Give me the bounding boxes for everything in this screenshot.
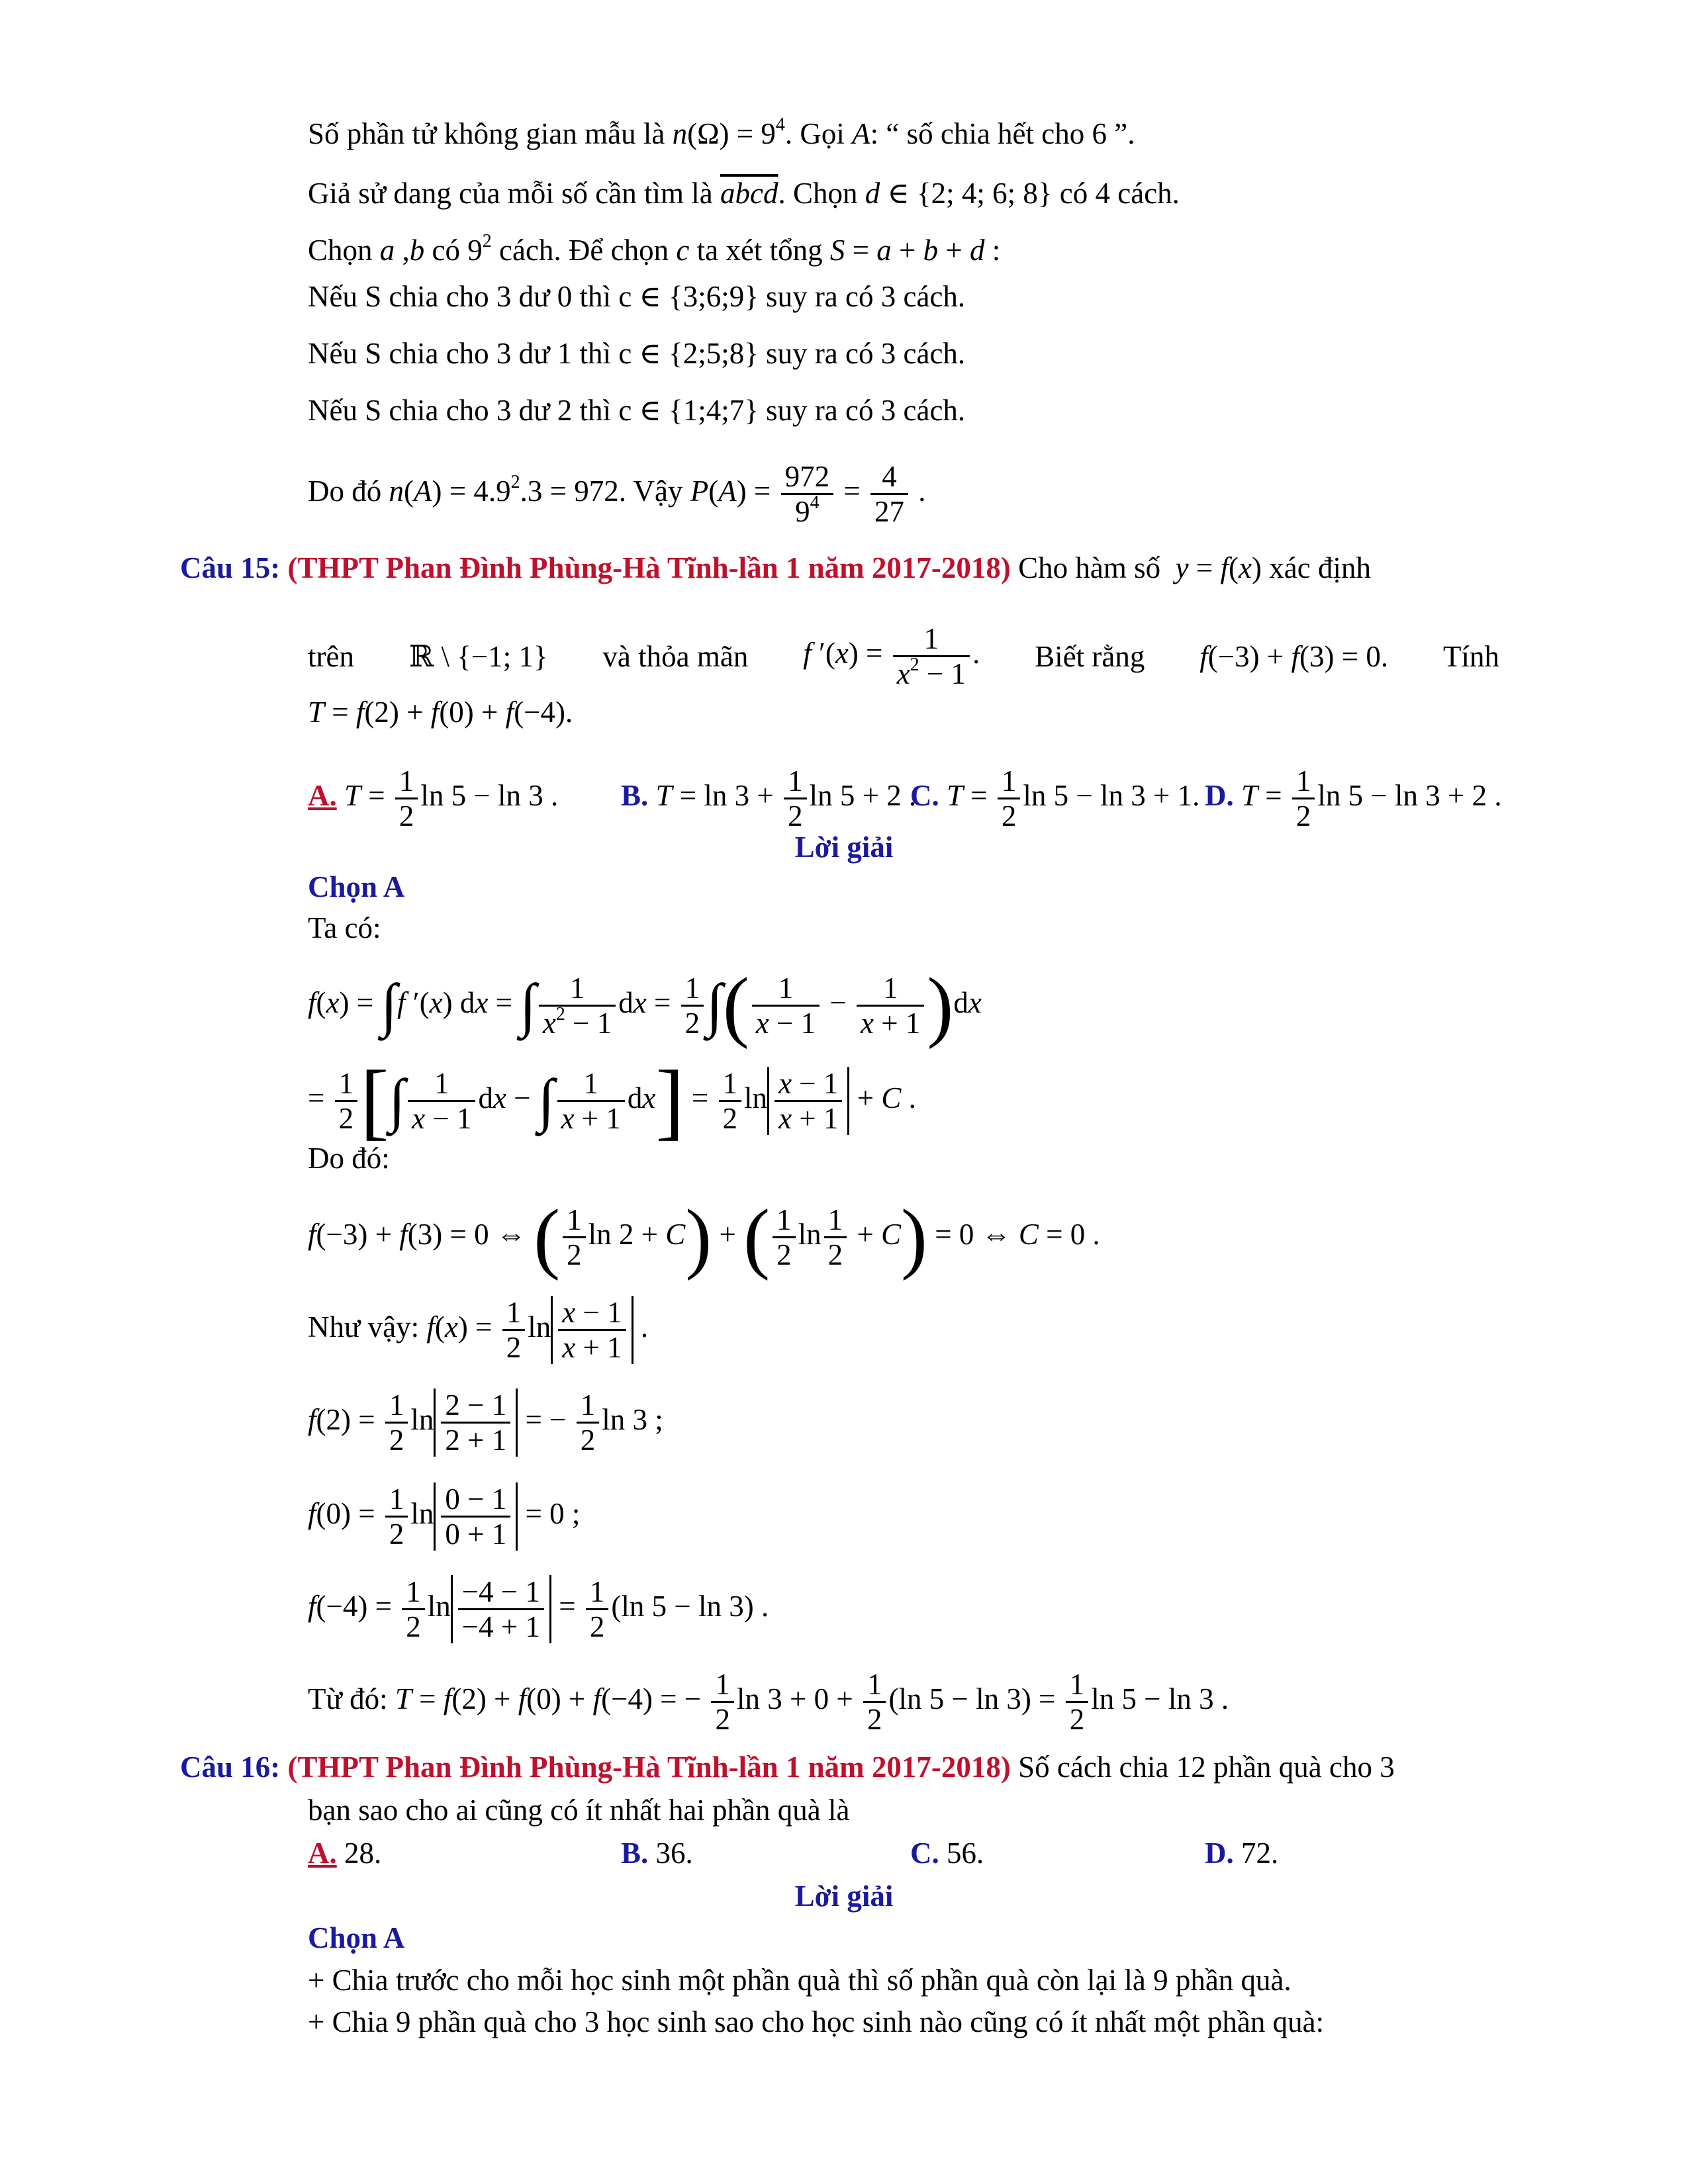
intro-text: Chọn	[308, 234, 380, 267]
option-letter: B.	[621, 1837, 649, 1870]
question-source: (THPT Phan Đình Phùng-Hà Tĩnh-lần 1 năm 2017-2018)	[287, 551, 1011, 584]
intro-line-7: Do đó $n(A) = 4.9^2.3 = 972$. Vậy P(A) = $\frac{972}{9^4}$ = $\frac{4}{27}$ .	[308, 460, 926, 528]
question-text: xác định	[1262, 551, 1371, 584]
q15-option-b[interactable]: B. T = ln 3 + $\frac{1}{2}$ ln 5 + 2 .	[621, 764, 917, 833]
intro-text: cách. Để chọn	[491, 234, 677, 267]
option-letter: A.	[308, 1837, 337, 1870]
intro-line-1: Số phần tử không gian mẫu là $n(\Omega) = 9^4$. Gọi A: “ số chia hết cho 6 ”.	[308, 114, 1135, 150]
intro-text: . Vậy	[618, 474, 690, 508]
intro-text: : “ số chia hết cho 6 ”.	[870, 117, 1135, 150]
intro-line-6: Nếu S chia cho 3 dư 2 thì c ∈ {1;4;7} suy ra có 3 cách.	[308, 394, 966, 427]
q15-do-do: Do đó:	[308, 1142, 390, 1175]
q16-option-c[interactable]	[910, 1833, 984, 1873]
fraction: $\frac{1}{x^2 - 1}$	[893, 622, 970, 690]
q15-solution-title	[0, 827, 1688, 867]
option-letter: D.	[1205, 778, 1234, 812]
solution-text: Như vậy:	[308, 1310, 427, 1343]
solution-text: Từ đó:	[308, 1682, 395, 1715]
q16-option-a[interactable]	[308, 1833, 381, 1873]
option-value: 28.	[344, 1837, 382, 1870]
q16-option-d[interactable]	[1205, 1833, 1278, 1873]
q16-chosen: Chọn A	[308, 1921, 405, 1954]
intro-text: Giả sử dang của mỗi số cần tìm là	[308, 177, 720, 210]
fraction: $\frac{972}{9^4}$	[781, 460, 834, 528]
q15-option-a[interactable]: A. T = $\frac{1}{2}$ ln 5 − ln 3 .	[308, 764, 559, 833]
solution-title-text: Lời giải	[794, 1880, 894, 1913]
question-text: Tính	[1442, 639, 1499, 673]
intro-text: . Chọn	[778, 177, 865, 210]
q15-eq-6: f(0) = $\frac{1}{2}$ ln $\frac{0 - 1}{0 + 1}$ = 0 ;	[308, 1482, 581, 1551]
option-letter: A.	[308, 778, 337, 812]
option-letter: C.	[910, 778, 939, 812]
q15-eq-7: f(−4) = $\frac{1}{2}$ ln $\frac{-4 - 1}{-4 + 1}$ = $\frac{1}{2}$ (ln 5 − ln 3) .	[308, 1575, 769, 1643]
intro-line-3: Chọn a ,b có $9^2$ cách. Để chọn c ta xét tổng S = a + b + d :	[308, 231, 1001, 267]
intro-line-5: Nếu S chia cho 3 dư 1 thì c ∈ {2;5;8} suy ra có 3 cách.	[308, 337, 966, 370]
q15-eq-5: f(2) = $\frac{1}{2}$ ln $\frac{2 - 1}{2 + 1}$ = − $\frac{1}{2}$ ln 3 ;	[308, 1388, 663, 1457]
q15-option-c[interactable]: C. T = $\frac{1}{2}$ ln 5 − ln 3 + 1.	[910, 764, 1200, 833]
intro-text: Do đó	[308, 474, 389, 508]
question-text: trên	[308, 639, 354, 673]
option-value: 36.	[655, 1837, 693, 1870]
intro-text: có 4 cách.	[1052, 177, 1180, 210]
question-text: và thỏa mãn	[602, 639, 749, 673]
q15-eq-8: Từ đó: T = f(2) + f(0) + f(−4) = − $\frac{1}{2}$ ln 3 + 0 + $\frac{1}{2}$ (ln 5 − ln 3) = $\frac{1}{2}$ ln 5 − ln 3 .	[308, 1668, 1229, 1736]
q16-solution-title	[0, 1876, 1688, 1916]
intro-line-2: Giả sử dang của mỗi số cần tìm là abcd. Chọn d ∈ {2; 4; 6; 8} có 4 cách.	[308, 177, 1180, 210]
question-15-line-3: T = f(2) + f(0) + f(−4).	[308, 696, 573, 729]
question-16-line-2: bạn sao cho ai cũng có ít nhất hai phần quà là	[308, 1794, 850, 1827]
intro-text: . Gọi	[784, 117, 853, 150]
question-text: Số cách chia 12 phần quà cho 3	[1010, 1751, 1395, 1784]
question-16-header	[180, 1747, 1395, 1787]
q15-eq-2: = $\frac{1}{2}$ [∫ $\frac{1}{x - 1}$ dx − ∫ $\frac{1}{x + 1}$ dx] = $\frac{1}{2}$ ln $\frac{x - 1}{x + 1}$ + C .	[308, 1053, 916, 1149]
intro-text: ta xét tổng	[689, 234, 830, 267]
q15-eq-4: Như vậy: f(x) = $\frac{1}{2}$ ln $\frac{x - 1}{x + 1}$ .	[308, 1296, 649, 1364]
option-letter: C.	[910, 1837, 939, 1870]
q16-step-1: + Chia trước cho mỗi học sinh một phần quà thì số phần quà còn lại là 9 phần quà.	[308, 1964, 1291, 1997]
solution-title-text: Lời giải	[794, 831, 894, 864]
intro-line-4: Nếu S chia cho 3 dư 0 thì c ∈ {3;6;9} suy ra có 3 cách.	[308, 280, 966, 313]
q15-chosen: Chọn A	[308, 870, 405, 903]
option-value: 56.	[947, 1837, 984, 1870]
q15-ta-co: Ta có:	[308, 911, 381, 944]
q16-option-b[interactable]	[621, 1833, 693, 1873]
question-label: Câu 15:	[180, 551, 281, 584]
question-text: Biết rằng	[1035, 639, 1145, 673]
intro-text: Số phần tử không gian mẫu là	[308, 117, 673, 150]
option-letter: D.	[1205, 1837, 1234, 1870]
option-letter: B.	[621, 778, 649, 812]
question-15-header: Câu 15: (THPT Phan Đình Phùng-Hà Tĩnh-lần 1 năm 2017-2018) Cho hàm số y = f(x) xác định	[180, 551, 1371, 584]
fraction: $\frac{4}{27}$	[870, 460, 908, 528]
question-15-line-2: trên ℝ \ {−1; 1} và thỏa mãn f ′(x) = $\frac{1}{x^2 - 1}$ . Biết rằng f(−3) + f(3) = 0. Tính	[308, 622, 1499, 690]
question-source: (THPT Phan Đình Phùng-Hà Tĩnh-lần 1 năm 2017-2018)	[287, 1751, 1011, 1784]
q15-eq-1: f(x) = ∫f ′(x) dx = ∫ $\frac{1}{x^2 - 1}$ dx = $\frac{1}{2}$ ∫( $\frac{1}{x - 1}$ − $\frac{1}{x + 1}$ )dx	[308, 961, 982, 1050]
question-label: Câu 16:	[180, 1751, 281, 1784]
q15-option-d[interactable]: D. T = $\frac{1}{2}$ ln 5 − ln 3 + 2 .	[1205, 764, 1502, 833]
option-value: 72.	[1241, 1837, 1279, 1870]
q16-step-2: + Chia 9 phần quà cho 3 học sinh sao cho học sinh nào cũng có ít nhất một phần quà:	[308, 2005, 1325, 2038]
question-text: Cho hàm số	[1010, 551, 1168, 584]
q15-eq-3: f(−3) + f(3) = 0 ⇔ ( $\frac{1}{2}$ ln 2 + C) + ( $\frac{1}{2}$ ln $\frac{1}{2}$ + C) = 0 ⇔ C = 0 .	[308, 1193, 1100, 1281]
intro-text: có 9	[424, 234, 483, 267]
